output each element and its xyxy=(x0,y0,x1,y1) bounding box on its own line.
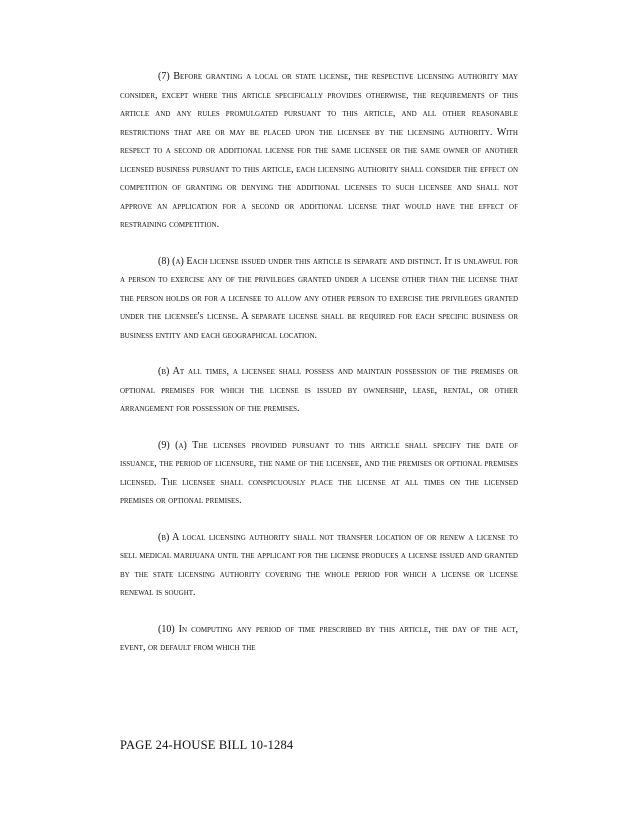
paragraph-8b xyxy=(120,363,518,419)
paragraph-8b-text: (b) At all times, a licensee shall possess and maintain possession of the premises or optional premises for which the license is issued by ownership, lease, rental, or other arrangement for possession of the premises. xyxy=(120,366,518,414)
paragraph-10 xyxy=(120,621,518,658)
paragraph-8a-text: (8) (a) Each license issued under this article is separate and distinct. It is unlawful for a person to exercise any of the privileges granted under a license other than the license that the person holds or for a licensee to allow any other person to exercise the privileges granted under the licensee's license. A separate license shall be required for each specific business or business entity and each geographical location. xyxy=(120,255,518,341)
paragraph-7-text: (7) Before granting a local or state license, the respective licensing authority may consider, except where this article specifically provides otherwise, the requirements of this article and any rules promulgated pursuant to this article, and all other reasonable restrictions that are or may be placed upon the licensee by the licensing authority. With respect to a second or additional license for the same licensee or the same owner of another licensed business pursuant to this article, each licensing authority shall consider the effect on competition of granting or denying the additional licenses to such licensee and shall not approve an application for a second or additional license that would have the effect of restraining competition. xyxy=(120,71,518,230)
paragraph-9b-text: (b) A local licensing authority shall not transfer location of or renew a license to sell medical marijuana until the applicant for the license produces a license issued and granted by the state licensing authority covering the whole period for which a license or license renewal is sought. xyxy=(120,531,518,598)
paragraph-9b xyxy=(120,529,518,603)
paragraph-10-text: (10) In computing any period of time prescribed by this article, the day of the act, event, or default from which the xyxy=(120,623,518,653)
paragraph-9a xyxy=(120,437,518,511)
paragraph-7 xyxy=(120,68,518,235)
bill-body-text xyxy=(120,68,518,676)
paragraph-8a xyxy=(120,253,518,346)
page-footer-label: PAGE 24-HOUSE BILL 10-1284 xyxy=(120,738,294,752)
paragraph-9a-text: (9) (a) The licenses provided pursuant to this article shall specify the date of issuance, the period of licensure, the name of the licensee, and the premises or optional premises licensed. The licensee shall conspicuously place the license at all times on the licensed premises or optional premises. xyxy=(120,439,518,506)
